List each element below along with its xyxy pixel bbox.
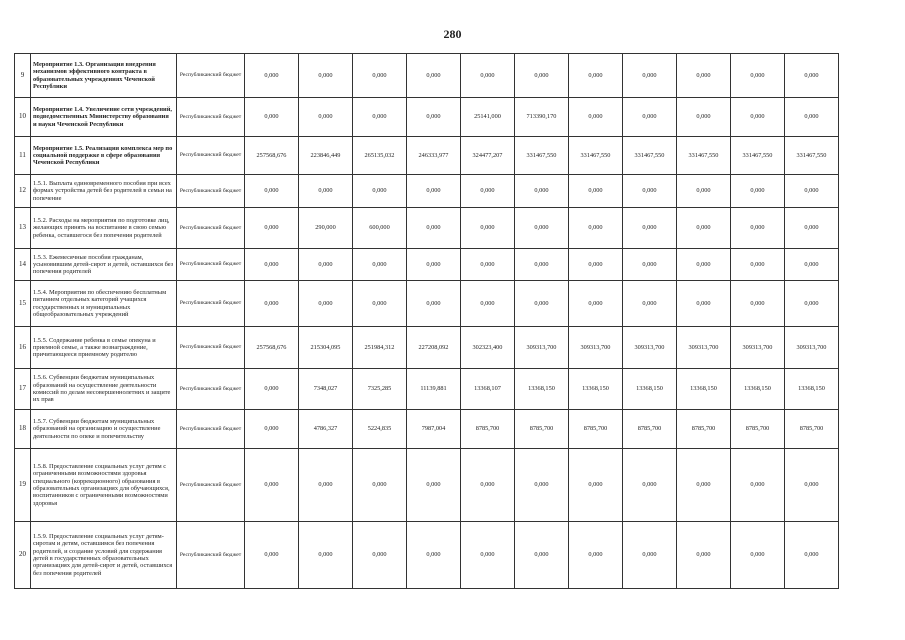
funding-value: 0,000 — [677, 249, 731, 281]
funding-value: 257568,676 — [245, 137, 299, 175]
funding-value: 13368,150 — [623, 369, 677, 410]
funding-value: 331467,550 — [569, 137, 623, 175]
funding-value: 0,000 — [353, 249, 407, 281]
funding-value: 290,000 — [299, 208, 353, 249]
funding-source: Республиканский бюджет — [177, 410, 245, 449]
funding-value: 0,000 — [245, 175, 299, 208]
funding-source: Республиканский бюджет — [177, 449, 245, 522]
funding-value: 4786,327 — [299, 410, 353, 449]
funding-source: Республиканский бюджет — [177, 98, 245, 137]
funding-value: 251984,312 — [353, 327, 407, 369]
row-number: 12 — [15, 175, 31, 208]
row-number: 13 — [15, 208, 31, 249]
funding-value: 0,000 — [353, 54, 407, 98]
funding-source: Республиканский бюджет — [177, 369, 245, 410]
row-number: 16 — [15, 327, 31, 369]
funding-value: 0,000 — [677, 54, 731, 98]
table-row — [15, 175, 839, 208]
funding-value: 0,000 — [785, 522, 839, 589]
measure-name: 1.5.3. Ежемесячные пособия гражданам, усыновившим детей-сирот и детей, оставшихся без попечения родителей — [31, 249, 177, 281]
funding-value: 13368,150 — [731, 369, 785, 410]
funding-value: 0,000 — [623, 281, 677, 327]
funding-value: 309313,700 — [569, 327, 623, 369]
funding-value: 215304,095 — [299, 327, 353, 369]
funding-value: 302323,400 — [461, 327, 515, 369]
funding-value: 0,000 — [569, 449, 623, 522]
funding-value: 309313,700 — [677, 327, 731, 369]
measure-name: 1.5.8. Предоставление социальных услуг детям с ограниченными возможностями здоровья специального (коррекционного) образования в образовательных организациях для обучающихся, воспитанников с ограниченными возможностями здоровья — [31, 449, 177, 522]
measure-name: 1.5.1. Выплата единовременного пособия при всех формах устройства детей без родителей в семьи на попечение — [31, 175, 177, 208]
funding-source: Республиканский бюджет — [177, 249, 245, 281]
measure-name: 1.5.9. Предоставление социальных услуг детям-сиротам и детям, оставшимся без попечения родителей, и создание условий для содержания детей в государственных образовательных организациях для детей-сирот и детей, оставшихся без попечения родителей — [31, 522, 177, 589]
funding-value: 0,000 — [245, 449, 299, 522]
funding-source: Республиканский бюджет — [177, 137, 245, 175]
table-row — [15, 522, 839, 589]
funding-value: 0,000 — [515, 208, 569, 249]
funding-value: 0,000 — [461, 522, 515, 589]
funding-value: 25141,000 — [461, 98, 515, 137]
funding-value: 0,000 — [677, 208, 731, 249]
funding-value: 0,000 — [731, 281, 785, 327]
funding-value: 0,000 — [677, 449, 731, 522]
funding-value: 8785,700 — [785, 410, 839, 449]
funding-value: 324477,207 — [461, 137, 515, 175]
funding-value: 0,000 — [677, 175, 731, 208]
table-row — [15, 208, 839, 249]
funding-source: Республиканский бюджет — [177, 54, 245, 98]
funding-value: 0,000 — [785, 249, 839, 281]
funding-value: 0,000 — [353, 98, 407, 137]
budget-table — [14, 53, 839, 589]
funding-value: 0,000 — [407, 249, 461, 281]
row-number: 11 — [15, 137, 31, 175]
table-row — [15, 369, 839, 410]
funding-value: 8785,700 — [461, 410, 515, 449]
funding-value: 13368,150 — [677, 369, 731, 410]
table-row — [15, 249, 839, 281]
funding-value: 0,000 — [353, 175, 407, 208]
row-number: 15 — [15, 281, 31, 327]
funding-value: 0,000 — [245, 369, 299, 410]
funding-value: 0,000 — [569, 175, 623, 208]
funding-value: 0,000 — [623, 54, 677, 98]
measure-name: 1.5.5. Содержание ребенка в семье опекуна и приемной семье, а также вознаграждение, причитающееся приемному родителю — [31, 327, 177, 369]
funding-value: 0,000 — [623, 449, 677, 522]
funding-value: 13368,150 — [569, 369, 623, 410]
measure-name: 1.5.7. Субвенции бюджетам муниципальных образований на организацию и осуществление деятельности по опеке и попечительству — [31, 410, 177, 449]
funding-value: 331467,550 — [731, 137, 785, 175]
table-row — [15, 281, 839, 327]
table-row — [15, 410, 839, 449]
row-number: 19 — [15, 449, 31, 522]
funding-value: 0,000 — [569, 249, 623, 281]
funding-value: 0,000 — [785, 175, 839, 208]
funding-value: 0,000 — [731, 522, 785, 589]
funding-value: 713390,170 — [515, 98, 569, 137]
funding-value: 5224,835 — [353, 410, 407, 449]
funding-value: 0,000 — [569, 54, 623, 98]
funding-value: 0,000 — [353, 449, 407, 522]
funding-value: 265135,032 — [353, 137, 407, 175]
funding-value: 8785,700 — [569, 410, 623, 449]
measure-name: Мероприятие 1.5. Реализация комплекса мер по социальной поддержке в сфере образования Чеченской Республики — [31, 137, 177, 175]
table-row — [15, 137, 839, 175]
funding-value: 309313,700 — [515, 327, 569, 369]
funding-value: 0,000 — [677, 98, 731, 137]
measure-name: 1.5.4. Мероприятия по обеспечению бесплатным питанием отдельных категорий учащихся государственных и муниципальных общеобразовательных учреждений — [31, 281, 177, 327]
funding-value: 13368,150 — [515, 369, 569, 410]
funding-value: 8785,700 — [623, 410, 677, 449]
funding-value: 309313,700 — [785, 327, 839, 369]
funding-value: 0,000 — [785, 54, 839, 98]
funding-value: 0,000 — [407, 208, 461, 249]
funding-source: Республиканский бюджет — [177, 522, 245, 589]
table-row — [15, 327, 839, 369]
funding-value: 600,000 — [353, 208, 407, 249]
funding-source: Республиканский бюджет — [177, 175, 245, 208]
funding-value: 0,000 — [461, 208, 515, 249]
funding-value: 7987,004 — [407, 410, 461, 449]
funding-value: 0,000 — [353, 522, 407, 589]
funding-value: 0,000 — [299, 98, 353, 137]
funding-value: 0,000 — [515, 249, 569, 281]
funding-value: 13368,107 — [461, 369, 515, 410]
funding-value: 0,000 — [515, 281, 569, 327]
row-number: 9 — [15, 54, 31, 98]
funding-value: 0,000 — [461, 175, 515, 208]
table-row — [15, 54, 839, 98]
funding-value: 309313,700 — [731, 327, 785, 369]
funding-value: 7325,285 — [353, 369, 407, 410]
funding-value: 7348,027 — [299, 369, 353, 410]
funding-value: 0,000 — [299, 281, 353, 327]
funding-value: 0,000 — [569, 522, 623, 589]
funding-value: 0,000 — [461, 449, 515, 522]
funding-value: 331467,550 — [677, 137, 731, 175]
measure-name: 1.5.6. Субвенции бюджетам муниципальных образований на осуществление деятельности комиссий по делам несовершеннолетних и защите их прав — [31, 369, 177, 410]
funding-value: 227208,092 — [407, 327, 461, 369]
funding-value: 0,000 — [731, 175, 785, 208]
funding-value: 246333,977 — [407, 137, 461, 175]
measure-name: Мероприятие 1.4. Увеличение сети учреждений, подведомственных Министерству образования и науки Чеченской Республики — [31, 98, 177, 137]
funding-value: 331467,550 — [623, 137, 677, 175]
funding-value: 0,000 — [407, 175, 461, 208]
funding-value: 331467,550 — [515, 137, 569, 175]
funding-value: 0,000 — [299, 175, 353, 208]
row-number: 20 — [15, 522, 31, 589]
funding-value: 0,000 — [623, 98, 677, 137]
row-number: 10 — [15, 98, 31, 137]
funding-value: 0,000 — [245, 410, 299, 449]
funding-value: 0,000 — [407, 98, 461, 137]
funding-value: 0,000 — [515, 175, 569, 208]
funding-value: 0,000 — [299, 449, 353, 522]
funding-value: 0,000 — [299, 54, 353, 98]
funding-value: 0,000 — [623, 208, 677, 249]
funding-value: 0,000 — [353, 281, 407, 327]
funding-value: 0,000 — [299, 522, 353, 589]
funding-value: 8785,700 — [731, 410, 785, 449]
funding-value: 0,000 — [731, 208, 785, 249]
funding-value: 13368,150 — [785, 369, 839, 410]
funding-value: 0,000 — [245, 208, 299, 249]
funding-value: 223846,449 — [299, 137, 353, 175]
funding-value: 331467,550 — [785, 137, 839, 175]
funding-value: 257568,676 — [245, 327, 299, 369]
funding-value: 0,000 — [731, 449, 785, 522]
page-number: 280 — [443, 27, 462, 41]
funding-value: 0,000 — [677, 281, 731, 327]
funding-value: 0,000 — [569, 281, 623, 327]
funding-value: 0,000 — [245, 98, 299, 137]
table-row — [15, 449, 839, 522]
funding-value: 0,000 — [245, 522, 299, 589]
funding-value: 0,000 — [731, 249, 785, 281]
funding-value: 0,000 — [569, 98, 623, 137]
funding-value: 0,000 — [407, 522, 461, 589]
funding-source: Республиканский бюджет — [177, 208, 245, 249]
funding-value: 0,000 — [461, 281, 515, 327]
funding-value: 0,000 — [245, 281, 299, 327]
funding-value: 0,000 — [407, 449, 461, 522]
funding-value: 0,000 — [515, 449, 569, 522]
row-number: 18 — [15, 410, 31, 449]
funding-source: Республиканский бюджет — [177, 281, 245, 327]
funding-value: 8785,700 — [677, 410, 731, 449]
funding-value: 0,000 — [515, 54, 569, 98]
funding-value: 0,000 — [731, 98, 785, 137]
funding-value: 0,000 — [677, 522, 731, 589]
row-number: 14 — [15, 249, 31, 281]
funding-value: 0,000 — [461, 249, 515, 281]
funding-value: 8785,700 — [515, 410, 569, 449]
funding-value: 0,000 — [785, 208, 839, 249]
funding-value: 0,000 — [245, 249, 299, 281]
funding-source: Республиканский бюджет — [177, 327, 245, 369]
funding-value: 0,000 — [623, 522, 677, 589]
funding-value: 0,000 — [245, 54, 299, 98]
funding-value: 0,000 — [731, 54, 785, 98]
funding-value: 0,000 — [407, 281, 461, 327]
funding-value: 0,000 — [299, 249, 353, 281]
funding-value: 309313,700 — [623, 327, 677, 369]
row-number: 17 — [15, 369, 31, 410]
measure-name: 1.5.2. Расходы на мероприятия по подготовке лиц, желающих принять на воспитание в свою семью ребенка, оставшегося без попечения родителей — [31, 208, 177, 249]
funding-value: 0,000 — [623, 249, 677, 281]
funding-value: 0,000 — [785, 281, 839, 327]
funding-value: 0,000 — [569, 208, 623, 249]
funding-value: 11139,881 — [407, 369, 461, 410]
funding-value: 0,000 — [407, 54, 461, 98]
funding-value: 0,000 — [461, 54, 515, 98]
table-row — [15, 98, 839, 137]
funding-value: 0,000 — [623, 175, 677, 208]
funding-value: 0,000 — [785, 449, 839, 522]
funding-value: 0,000 — [515, 522, 569, 589]
measure-name: Мероприятие 1.3. Организация внедрения механизмов эффективного контракта в образовательных учреждениях Чеченской Республики — [31, 54, 177, 98]
funding-value: 0,000 — [785, 98, 839, 137]
